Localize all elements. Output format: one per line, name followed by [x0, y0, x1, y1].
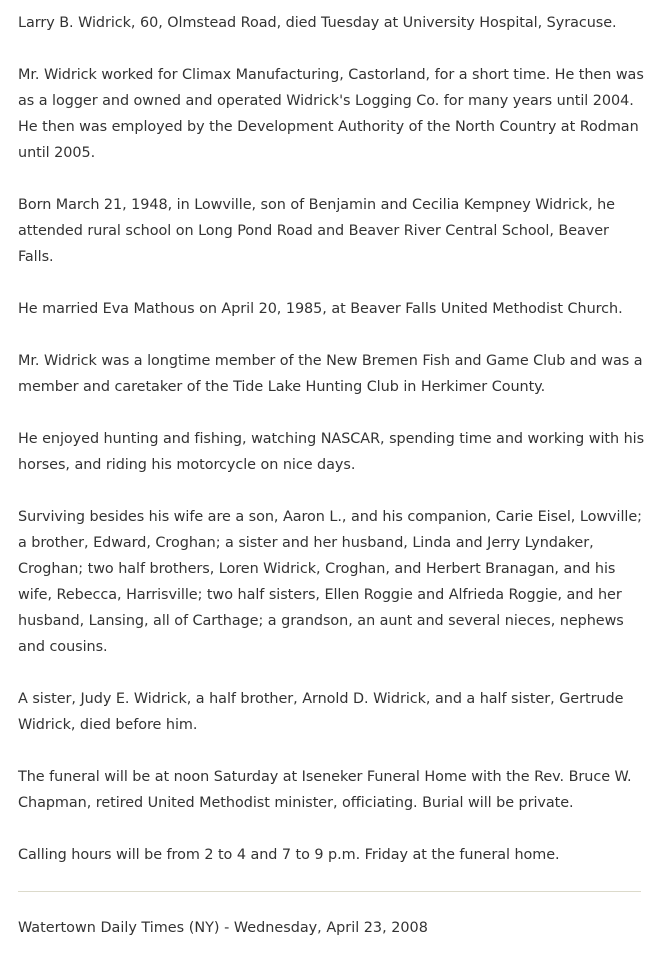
obituary-paragraph-calling-hours: Calling hours will be from 2 to 4 and 7 to 9 p.m. Friday at the funeral home. [18, 847, 560, 863]
source-citation: Watertown Daily Times (NY) - Wednesday, April 23, 2008 [18, 920, 428, 936]
obituary-paragraph-birth: Born March 21, 1948, in Lowville, son of Benjamin and Cecilia Kempney Widrick, he attended rural school on Long Pond Road and Beaver River Central School, Beaver Falls. [18, 197, 615, 265]
obituary-paragraph-marriage: He married Eva Mathous on April 20, 1985, at Beaver Falls United Methodist Church. [18, 301, 623, 317]
obituary-paragraph-predeceased: A sister, Judy E. Widrick, a half brother, Arnold D. Widrick, and a half sister, Gertrude Widrick, died before him. [18, 691, 624, 733]
obituary-paragraph-funeral: The funeral will be at noon Saturday at Iseneker Funeral Home with the Rev. Bruce W. Chapman, retired United Methodist minister, officiating. Burial will be private. [18, 769, 632, 811]
obituary-paragraph-hobbies: He enjoyed hunting and fishing, watching NASCAR, spending time and working with his horses, and riding his motorcycle on nice days. [18, 431, 645, 473]
obituary-paragraph-survivors: Surviving besides his wife are a son, Aaron L., and his companion, Carie Eisel, Lowville; a brother, Edward, Croghan; a sister and her husband, Linda and Jerry Lyndaker, Croghan; two half brothers, Loren Widrick, Croghan, and Herbert Branagan, and his wife, Rebecca, Harrisville; two half sisters, Ellen Roggie and Alfrieda Roggie, and her husband, Lansing, all of Carthage; a grandson, an aunt and several nieces, nephews and cousins. [18, 509, 642, 655]
obituary-paragraph-career: Mr. Widrick worked for Climax Manufacturing, Castorland, for a short time. He then was as a logger and owned and operated Widrick's Logging Co. for many years until 2004. He then was employed by the Development Authority of the North Country at Rodman until 2005. [18, 67, 644, 161]
obituary-article [18, 10, 646, 894]
obituary-paragraph-death-notice: Larry B. Widrick, 60, Olmstead Road, died Tuesday at University Hospital, Syracuse. [18, 15, 617, 31]
section-divider [18, 891, 641, 892]
obituary-paragraph-memberships: Mr. Widrick was a longtime member of the New Bremen Fish and Game Club and was a member and caretaker of the Tide Lake Hunting Club in Herkimer County. [18, 353, 643, 395]
